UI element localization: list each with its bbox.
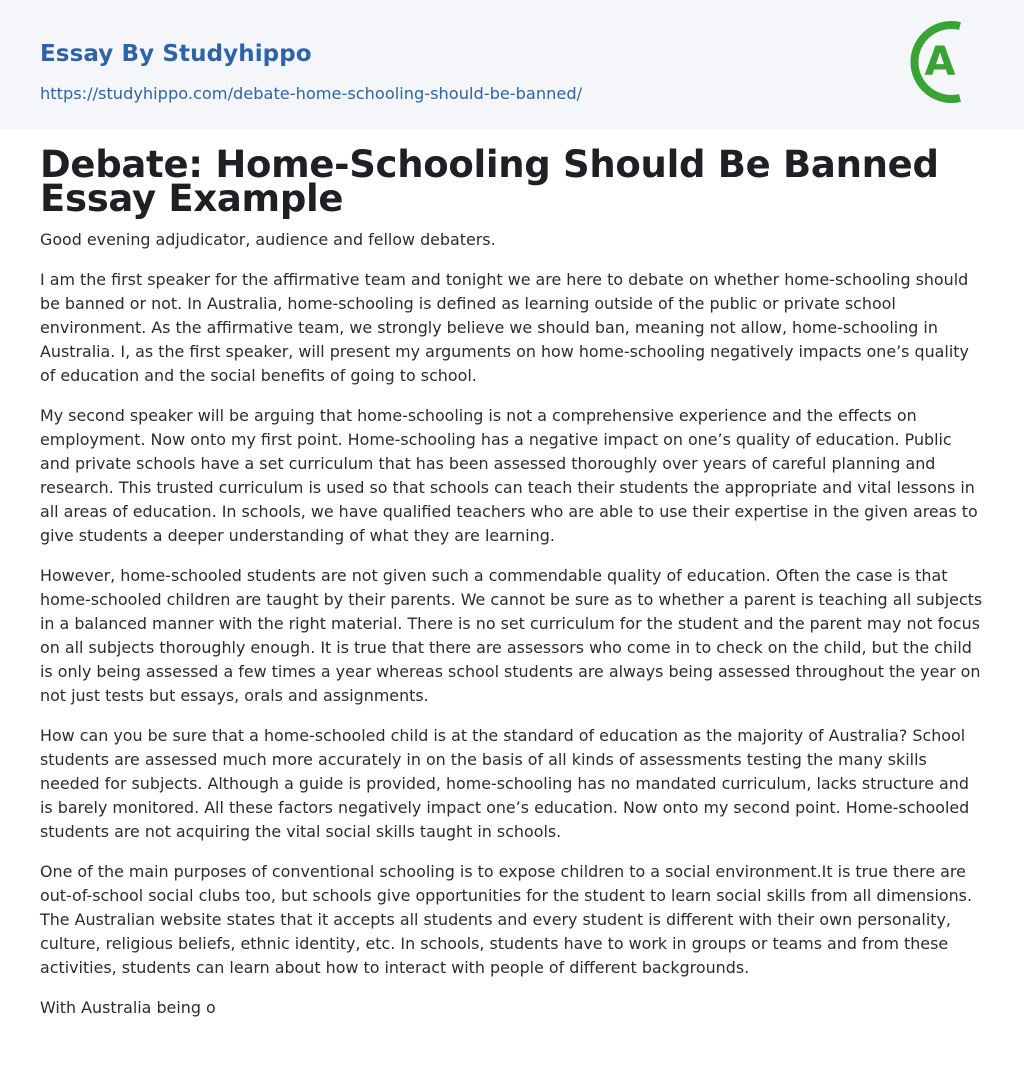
paragraph: One of the main purposes of conventional schooling is to expose children to a social environment.It is true there are out-of-school social clubs too, but schools give opportunities for the student to learn social skills from all dimensions. The Australian website states that it accepts all students and every student is different with their own personality, culture, religious beliefs, ethnic identity, etc. In schools, students have to work in groups or teams and from these activities, students can learn about how to interact with people of different backgrounds. [40,862,972,977]
paragraph: However, home-schooled students are not given such a commendable quality of education. Often the case is that home-schooled children are taught by their parents. We cannot be sure as to whether a parent is teaching all subjects in a balanced manner with the right material. There is no set curriculum for the student and the parent may not focus on all subjects thoroughly enough. It is true that there are assessors who come in to check on the child, but the child is only being assessed a few times a year whereas school students are always being assessed throughout the year on not just tests but essays, orals and assignments. [40,566,983,705]
article [40,143,986,1036]
source-url-link[interactable]: https://studyhippo.com/debate-home-schooling-should-be-banned/ [40,84,583,103]
paragraph: How can you be sure that a home-schooled child is at the standard of education as the majority of Australia? School students are assessed much more accurately in on the basis of all kinds of assessments testing the many skills needed for subjects. Although a guide is provided, home-schooling has no mandated curriculum, lacks structure and is barely monitored. All these factors negatively impact one’s education. Now onto my second point. Home-schooled students are not acquiring the vital social skills taught in schools. [40,726,970,841]
article-title: Debate: Home-Schooling Should Be Banned Essay Example [40,143,939,220]
paragraph: Good evening adjudicator, audience and fellow debaters. [40,230,496,249]
logo-letter: A [924,39,956,85]
paragraph: With Australia being o [40,998,216,1017]
article-body [40,228,986,1020]
paragraph: I am the first speaker for the affirmative team and tonight we are here to debate on whether home-schooling should be banned or not. In Australia, home-schooling is defined as learning outside of the public or private school environment. As the affirmative team, we strongly believe we should ban, meaning not allow, home-schooling in Australia. I, as the first speaker, will present my arguments on how home-schooling negatively impacts one’s quality of education and the social benefits of going to school. [40,270,969,385]
paragraph: My second speaker will be arguing that home-schooling is not a comprehensive experience and the effects on employment. Now onto my first point. Home-schooling has a negative impact on one’s quality of education. Public and private schools have a set curriculum that has been assessed thoroughly over years of careful planning and research. This trusted curriculum is used so that schools can teach their students the appropriate and vital lessons in all areas of education. In schools, we have qualified teachers who are able to use their expertise in the given areas to give students a deeper understanding of what they are learning. [40,406,978,545]
brand-title[interactable]: Essay By Studyhippo [40,41,312,67]
studyhippo-logo-icon[interactable] [907,17,991,107]
page-header [0,0,1024,129]
